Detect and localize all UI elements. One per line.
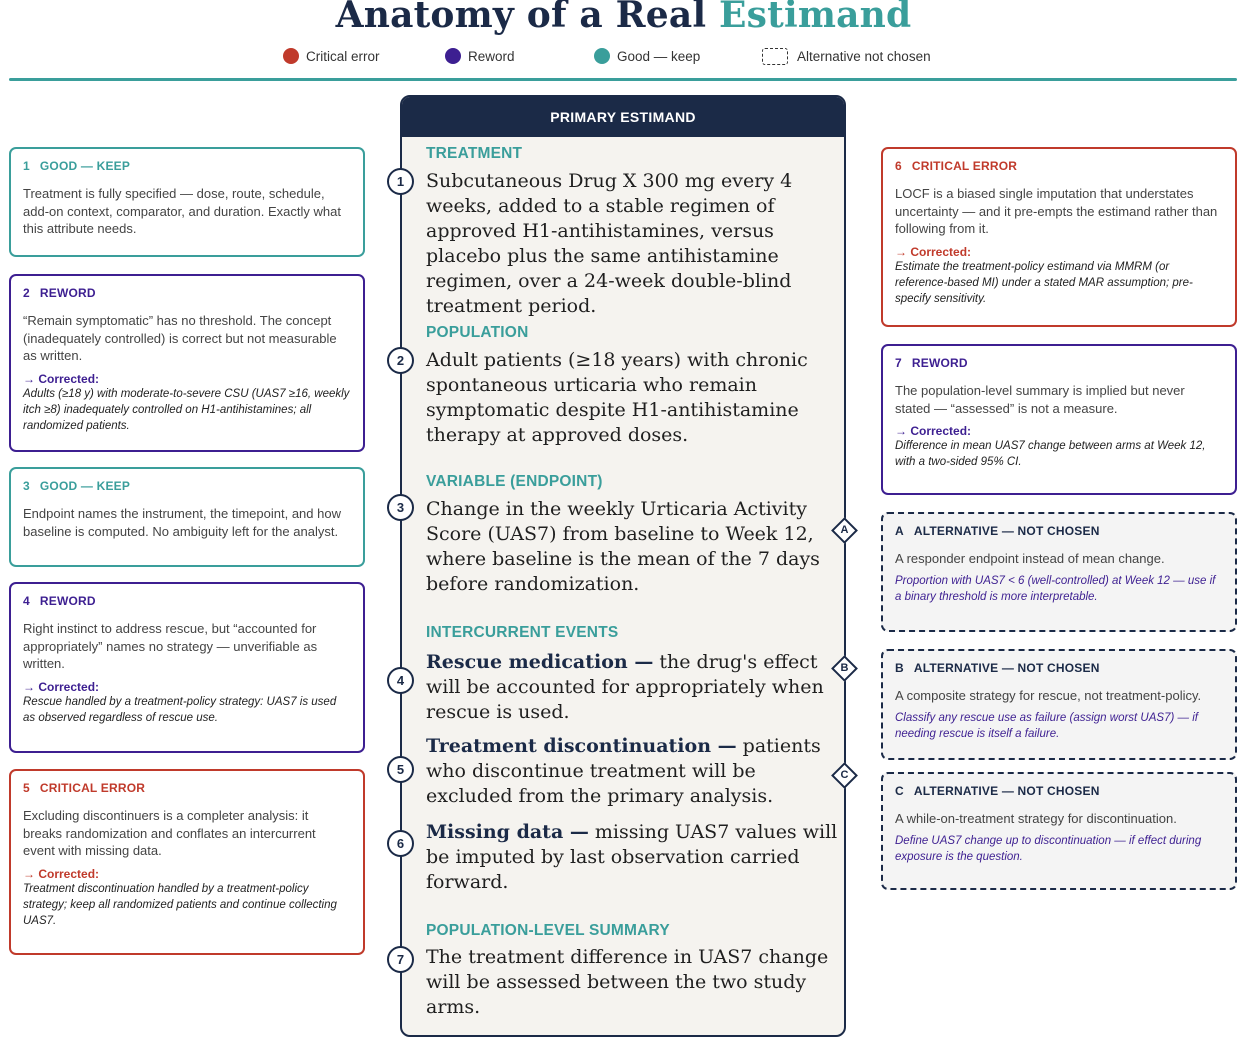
legend-label: Critical error xyxy=(306,48,380,64)
alt-marker-b: B xyxy=(831,655,858,682)
card-3-good xyxy=(9,467,365,567)
card-body: Endpoint names the instrument, the timepoint, and how baseline is computed. No ambiguity left for the analyst. xyxy=(23,506,341,539)
card-body: “Remain symptomatic” has no threshold. The concept (inadequately controlled) is correct but not measurable as written. xyxy=(23,313,337,363)
section-label-intercurrent-events: INTERCURRENT EVENTS xyxy=(426,624,619,641)
card-body: Treatment is fully specified — dose, route, schedule, add-on context, comparator, and duration. Exactly what this attribute needs. xyxy=(23,186,341,236)
teal-dot-icon xyxy=(594,48,610,64)
corrected-label: → Corrected: xyxy=(23,371,100,386)
discontinuation-body: patients who discontinue treatment will be excluded from the primary analysis. xyxy=(426,735,821,807)
marker-5: 5 xyxy=(387,756,414,783)
legend-item-good xyxy=(594,48,700,64)
alternative-detail: Proportion with UAS7 < 6 (well-controlled) at Week 12 — use if a binary threshold is more interpretable. xyxy=(895,574,1216,603)
legend-item-reword xyxy=(445,48,515,64)
marker-2: 2 xyxy=(387,347,414,374)
section-text-variable: Change in the weekly Urticaria Activity Score (UAS7) from baseline to Week 12, where baseline is the mean of the 7 days before randomization. xyxy=(426,498,820,595)
card-b-alternative xyxy=(881,649,1237,760)
section-label-population: POPULATION xyxy=(426,324,529,341)
alt-marker-c: C xyxy=(831,762,858,789)
card-heading: 6 CRITICAL ERROR xyxy=(895,159,1018,173)
panel-heading: PRIMARY ESTIMAND xyxy=(402,97,844,137)
header-divider xyxy=(9,78,1237,81)
section-text-discontinuation xyxy=(426,734,846,809)
card-7-reword xyxy=(881,344,1237,495)
section-label-variable: VARIABLE (ENDPOINT) xyxy=(426,473,603,490)
purple-dot-icon xyxy=(445,48,461,64)
title-main: Anatomy of a Real xyxy=(335,0,707,36)
card-heading: A ALTERNATIVE — NOT CHOSEN xyxy=(895,524,1100,538)
card-5-critical xyxy=(9,769,365,955)
corrected-label: → Corrected: xyxy=(23,679,100,694)
card-heading: 3 GOOD — KEEP xyxy=(23,479,131,493)
discontinuation-lead: Treatment discontinuation — xyxy=(426,735,737,757)
card-heading: 2 REWORD xyxy=(23,286,96,300)
legend-label: Reword xyxy=(468,48,515,64)
card-2-reword xyxy=(9,274,365,452)
alternative-detail: Define UAS7 change up to discontinuation — if effect during exposure is the question. xyxy=(895,834,1202,863)
corrected-text: Treatment discontinuation handled by a treatment-policy strategy; keep all randomized patients and continue collecting UAS7. xyxy=(23,882,337,927)
section-text-summary: The treatment difference in UAS7 change will be assessed between the two study arms. xyxy=(426,946,829,1018)
card-body: A while-on-treatment strategy for discontinuation. xyxy=(895,811,1177,826)
title-accent: Estimand xyxy=(719,0,912,36)
corrected-text: Adults (≥18 y) with moderate-to-severe CSU (UAS7 ≥16, weekly itch ≥8) inadequately controlled on H1-antihistamines; all randomized patients. xyxy=(23,387,350,432)
legend-item-alternative xyxy=(762,48,931,65)
card-body: The population-level summary is implied but never stated — “assessed” is not a measure. xyxy=(895,383,1185,416)
corrected-text: Difference in mean UAS7 change between arms at Week 12, with a two-sided 95% CI. xyxy=(895,440,1206,468)
marker-3: 3 xyxy=(387,494,414,521)
page-title xyxy=(0,0,1247,36)
alternative-detail: Classify any rescue use as failure (assign worst UAS7) — if needing rescue is itself a failure. xyxy=(895,711,1198,740)
section-text-treatment: Subcutaneous Drug X 300 mg every 4 weeks, added to a stable regimen of approved H1-antihistamines, versus placebo plus the same antihistamine regimen, over a 24-week double-blind treatment period. xyxy=(426,170,793,317)
card-1-good xyxy=(9,147,365,257)
card-body: A responder endpoint instead of mean change. xyxy=(895,551,1165,566)
section-text-missing-data xyxy=(426,820,846,895)
card-4-reword xyxy=(9,582,365,753)
alt-marker-a: A xyxy=(831,517,858,544)
section-label-summary: POPULATION-LEVEL SUMMARY xyxy=(426,922,670,939)
corrected-text: Rescue handled by a treatment-policy strategy: UAS7 is used as observed regardless of rescue use. xyxy=(23,695,337,724)
marker-6: 6 xyxy=(387,830,414,857)
section-label-treatment: TREATMENT xyxy=(426,145,523,162)
card-body: Excluding discontinuers is a completer analysis: it breaks randomization and conflates an intercurrent event with missing data. xyxy=(23,808,316,858)
card-heading: 1 GOOD — KEEP xyxy=(23,159,131,173)
dashed-box-icon xyxy=(762,48,788,65)
legend-label: Good — keep xyxy=(617,48,701,64)
corrected-text: Estimate the treatment-policy estimand via MMRM (or reference-based MI) under a stated MAR assumption; pre-specify sensitivity. xyxy=(895,260,1193,305)
missing-data-body: missing UAS7 values will be imputed by last observation carried forward. xyxy=(426,821,838,893)
card-body: A composite strategy for rescue, not treatment-policy. xyxy=(895,688,1202,703)
card-a-alternative xyxy=(881,512,1237,632)
legend xyxy=(0,48,1247,70)
section-text-rescue xyxy=(426,650,846,725)
missing-data-lead: Missing data — xyxy=(426,821,589,843)
card-heading: 7 REWORD xyxy=(895,356,968,370)
marker-1: 1 xyxy=(387,168,414,195)
red-dot-icon xyxy=(283,48,299,64)
rescue-lead: Rescue medication — xyxy=(426,651,654,673)
card-heading: 5 CRITICAL ERROR xyxy=(23,781,146,795)
rescue-body: the drug's effect will be accounted for appropriately when rescue is used. xyxy=(426,651,824,723)
corrected-label: → Corrected: xyxy=(895,424,972,438)
legend-item-critical xyxy=(283,48,380,64)
marker-4: 4 xyxy=(387,667,414,694)
corrected-label: → Corrected: xyxy=(895,244,972,259)
primary-estimand-panel xyxy=(400,95,846,1037)
corrected-label: → Corrected: xyxy=(23,866,100,881)
legend-label: Alternative not chosen xyxy=(797,49,931,64)
card-body: Right instinct to address rescue, but “accounted for appropriately” names no strategy — unverifiable as written. xyxy=(23,621,318,671)
card-heading: C ALTERNATIVE — NOT CHOSEN xyxy=(895,784,1100,798)
card-heading: B ALTERNATIVE — NOT CHOSEN xyxy=(895,661,1100,675)
card-6-critical xyxy=(881,147,1237,327)
marker-7: 7 xyxy=(387,946,414,973)
card-heading: 4 REWORD xyxy=(23,594,96,608)
card-body: LOCF is a biased single imputation that understates uncertainty — and it pre-empts the estimand rather than following from it. xyxy=(895,186,1218,236)
section-text-population: Adult patients (≥18 years) with chronic spontaneous urticaria who remain symptomatic despite H1-antihistamine therapy at approved doses. xyxy=(426,349,808,446)
card-c-alternative xyxy=(881,772,1237,890)
